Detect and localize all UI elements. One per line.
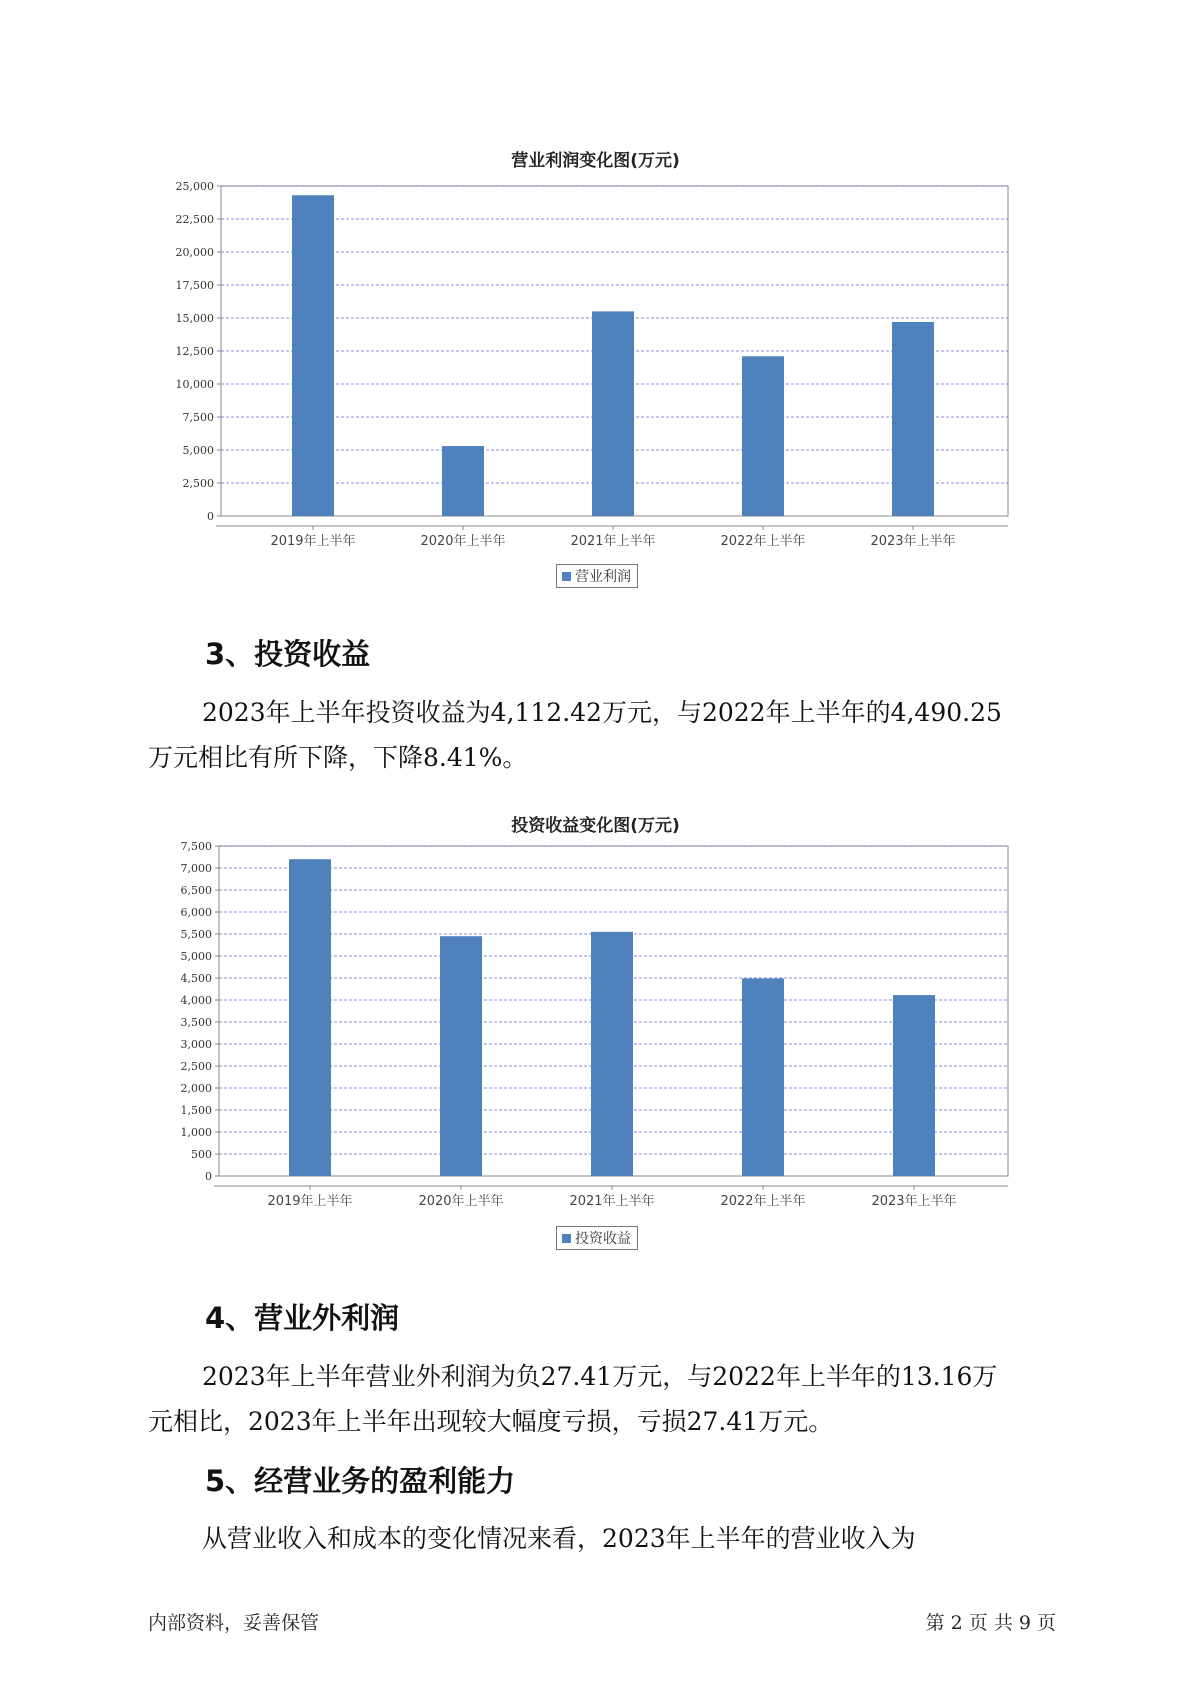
x-tick-label: 2023年上半年: [870, 534, 956, 549]
x-tick-label: 2023年上半年: [871, 1194, 957, 1209]
bar-2019年上半年: [289, 859, 331, 1176]
footer-left: 内部资料，妥善保管: [148, 1612, 320, 1634]
y-tick-label: 5,000: [180, 950, 212, 963]
y-tick-label: 0: [205, 1170, 212, 1183]
investment-income-chart: [0, 830, 1191, 1260]
y-tick-label: 500: [191, 1148, 212, 1161]
y-tick-label: 22,500: [175, 213, 214, 226]
y-tick-label: 1,500: [180, 1104, 212, 1117]
y-tick-label: 5,500: [180, 928, 212, 941]
bar-2022年上半年: [742, 356, 784, 516]
footer-page-number: 第 2 页 共 9 页: [925, 1612, 1056, 1634]
x-tick-label: 2020年上半年: [418, 1194, 504, 1209]
bar-2020年上半年: [442, 446, 484, 516]
chart2-title: 投资收益变化图(万元): [511, 816, 680, 836]
y-tick-label: 15,000: [175, 312, 214, 325]
y-tick-label: 20,000: [175, 246, 214, 259]
bar-2022年上半年: [742, 978, 784, 1176]
y-tick-label: 2,500: [182, 477, 214, 490]
x-tick-label: 2022年上半年: [720, 534, 806, 549]
section3-paragraph: [148, 690, 1048, 780]
bar-2020年上半年: [440, 936, 482, 1176]
y-tick-label: 2,500: [180, 1060, 212, 1073]
legend-swatch: [562, 572, 571, 581]
section5-line1: 从营业收入和成本的变化情况来看，2023年上半年的营业收入为: [202, 1524, 916, 1553]
chart2-legend: [556, 1226, 638, 1250]
section4-line1: 2023年上半年营业外利润为负27.41万元，与2022年上半年的13.16万: [202, 1362, 998, 1391]
section5-heading: 5、经营业务的盈利能力: [205, 1464, 516, 1498]
chart1-legend: [556, 564, 638, 588]
y-tick-label: 2,000: [180, 1082, 212, 1095]
bar-2021年上半年: [592, 311, 634, 516]
section4-heading: 4、营业外利润: [205, 1301, 400, 1335]
y-tick-label: 4,000: [180, 994, 212, 1007]
x-tick-label: 2021年上半年: [569, 1194, 655, 1209]
bar-2019年上半年: [292, 195, 334, 516]
x-tick-label: 2019年上半年: [267, 1194, 353, 1209]
y-tick-label: 5,000: [182, 444, 214, 457]
y-tick-label: 7,000: [180, 862, 212, 875]
y-tick-label: 25,000: [175, 180, 214, 193]
y-tick-label: 3,000: [180, 1038, 212, 1051]
x-tick-label: 2021年上半年: [570, 534, 656, 549]
y-tick-label: 1,000: [180, 1126, 212, 1139]
y-tick-label: 17,500: [175, 279, 214, 292]
operating-profit-chart: [0, 0, 1191, 590]
y-tick-label: 6,000: [180, 906, 212, 919]
y-tick-label: 4,500: [180, 972, 212, 985]
y-tick-label: 10,000: [175, 378, 214, 391]
y-tick-label: 6,500: [180, 884, 212, 897]
legend-swatch: [562, 1234, 571, 1243]
x-tick-label: 2019年上半年: [270, 534, 356, 549]
y-tick-label: 7,500: [180, 840, 212, 853]
section4-line2: 元相比，2023年上半年出现较大幅度亏损，亏损27.41万元。: [148, 1407, 834, 1436]
section3-line2: 万元相比有所下降，下降8.41%。: [148, 743, 528, 772]
y-tick-label: 7,500: [182, 411, 214, 424]
y-tick-label: 12,500: [175, 345, 214, 358]
section5-paragraph: [148, 1516, 1048, 1561]
bar-2023年上半年: [892, 322, 934, 516]
y-tick-label: 0: [207, 510, 214, 523]
section3-heading: 3、投资收益: [205, 637, 371, 671]
bar-2023年上半年: [893, 995, 935, 1176]
chart2-legend-label: 投资收益: [575, 1231, 631, 1247]
y-tick-label: 3,500: [180, 1016, 212, 1029]
bar-2021年上半年: [591, 932, 633, 1176]
chart1-title: 营业利润变化图(万元): [511, 151, 680, 171]
section4-paragraph: [148, 1354, 1048, 1444]
chart1-legend-label: 营业利润: [575, 569, 631, 585]
x-tick-label: 2020年上半年: [420, 534, 506, 549]
section3-line1: 2023年上半年投资收益为4,112.42万元，与2022年上半年的4,490.25: [202, 698, 1002, 727]
x-tick-label: 2022年上半年: [720, 1194, 806, 1209]
